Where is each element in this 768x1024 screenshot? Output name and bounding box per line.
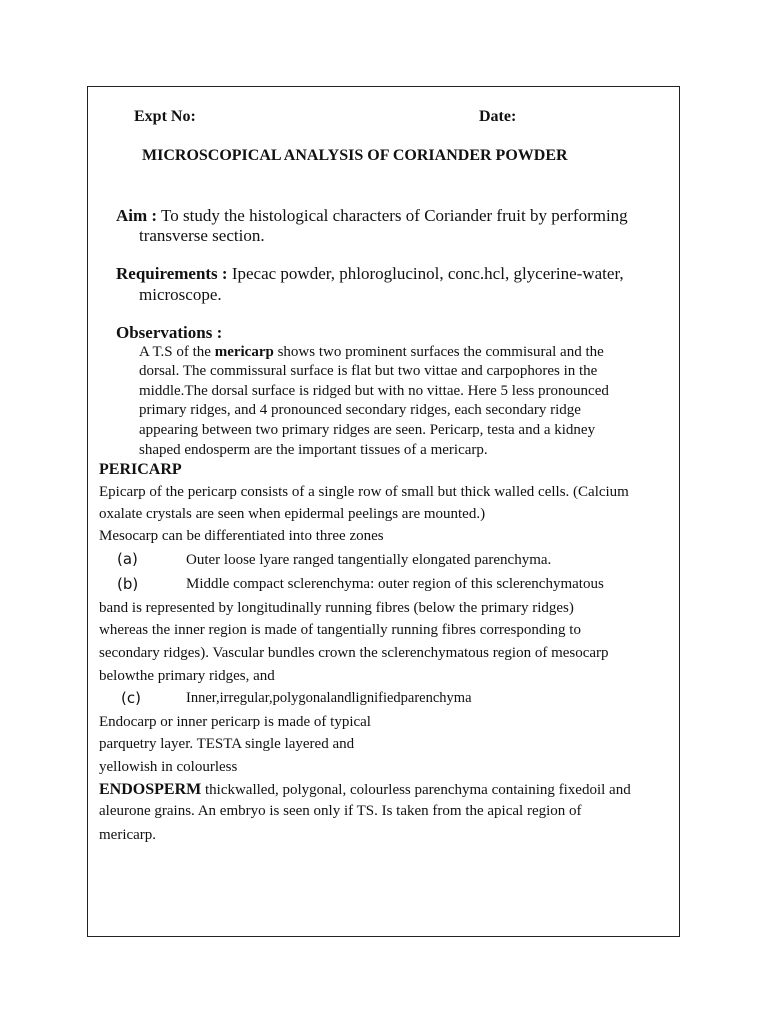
zone-b-label: (b) bbox=[117, 575, 139, 593]
endosperm-text-1: thickwalled, polygonal, colourless parenchyma containing fixedoil and bbox=[204, 782, 631, 798]
observations-line-6: shaped endosperm are the important tissues of a mericarp. bbox=[139, 442, 488, 458]
zone-a-text: Outer loose lyare ranged tangentially elongated parenchyma. bbox=[186, 552, 552, 568]
endocarp-line-3: yellowish in colourless bbox=[99, 759, 238, 775]
pericarp-heading: PERICARP bbox=[99, 461, 182, 478]
zone-b-line-3: whereas the inner region is made of tangentially running fibres corresponding to bbox=[99, 622, 581, 638]
epicarp-line-1: Epicarp of the pericarp consists of a single row of small but thick walled cells. (Calcium bbox=[99, 484, 629, 500]
requirements-text-1: Ipecac powder, phloroglucinol, conc.hcl, glycerine-water, bbox=[231, 264, 624, 283]
zone-c-text: Inner,irregular,polygonalandlignifiedparenchyma bbox=[186, 690, 472, 706]
observations-line-4: primary ridges, and 4 pronounced secondary ridges, each secondary ridge bbox=[139, 402, 581, 418]
requirements-line-1 bbox=[116, 264, 624, 284]
zone-b-line-4: secondary ridges). Vascular bundles crown the sclerenchymatous region of mesocarp bbox=[99, 645, 609, 661]
zone-b-line-2: band is represented by longitudinally running fibres (below the primary ridges) bbox=[99, 600, 574, 616]
endocarp-line-2: parquetry layer. TESTA single layered and bbox=[99, 736, 355, 752]
mesocarp-intro: Mesocarp can be differentiated into three zones bbox=[99, 528, 384, 544]
aim-label: Aim : bbox=[116, 206, 158, 225]
page-title: MICROSCOPICAL ANALYSIS OF CORIANDER POWDER bbox=[142, 147, 568, 164]
endosperm-line-1 bbox=[99, 781, 631, 799]
observations-label: Observations : bbox=[116, 323, 223, 342]
endocarp-line-1: Endocarp or inner pericarp is made of typical bbox=[99, 714, 371, 730]
observations-mericarp: mericarp bbox=[214, 344, 274, 360]
zone-b-line-5: belowthe primary ridges, and bbox=[99, 668, 275, 684]
requirements-label: Requirements : bbox=[116, 264, 228, 283]
epicarp-line-2: oxalate crystals are seen when epidermal peelings are mounted.) bbox=[99, 506, 486, 522]
zone-c-label: (c) bbox=[121, 689, 141, 707]
observations-line-2: dorsal. The commissural surface is flat but two vittae and carpophores in the bbox=[139, 363, 598, 379]
observations-line-1 bbox=[139, 344, 604, 361]
endosperm-line-3: mericarp. bbox=[99, 827, 157, 843]
expt-no-label: Expt No: bbox=[134, 108, 196, 125]
aim-text-1: To study the histological characters of Coriander fruit by performing bbox=[161, 206, 628, 225]
endosperm-line-2: aleurone grains. An embryo is seen only if TS. Is taken from the apical region of bbox=[99, 803, 582, 819]
aim-line-2: transverse section. bbox=[139, 226, 265, 245]
observations-line-5: appearing between two primary ridges are seen. Pericarp, testa and a kidney bbox=[139, 422, 596, 438]
zone-a-label: (a) bbox=[117, 550, 138, 568]
observations-line-3: middle.The dorsal surface is ridged but with no vittae. Here 5 less pronounced bbox=[139, 383, 609, 399]
observations-line-1-post: shows two prominent surfaces the commisural and the bbox=[277, 344, 604, 360]
requirements-line-2: microscope. bbox=[139, 285, 222, 304]
observations-line-1-pre: A T.S of the bbox=[139, 344, 211, 360]
zone-b-text: Middle compact sclerenchyma: outer region of this sclerenchymatous bbox=[186, 576, 604, 592]
endosperm-label: ENDOSPERM bbox=[99, 781, 202, 798]
date-label: Date: bbox=[479, 108, 517, 125]
aim-line-1 bbox=[116, 206, 628, 226]
